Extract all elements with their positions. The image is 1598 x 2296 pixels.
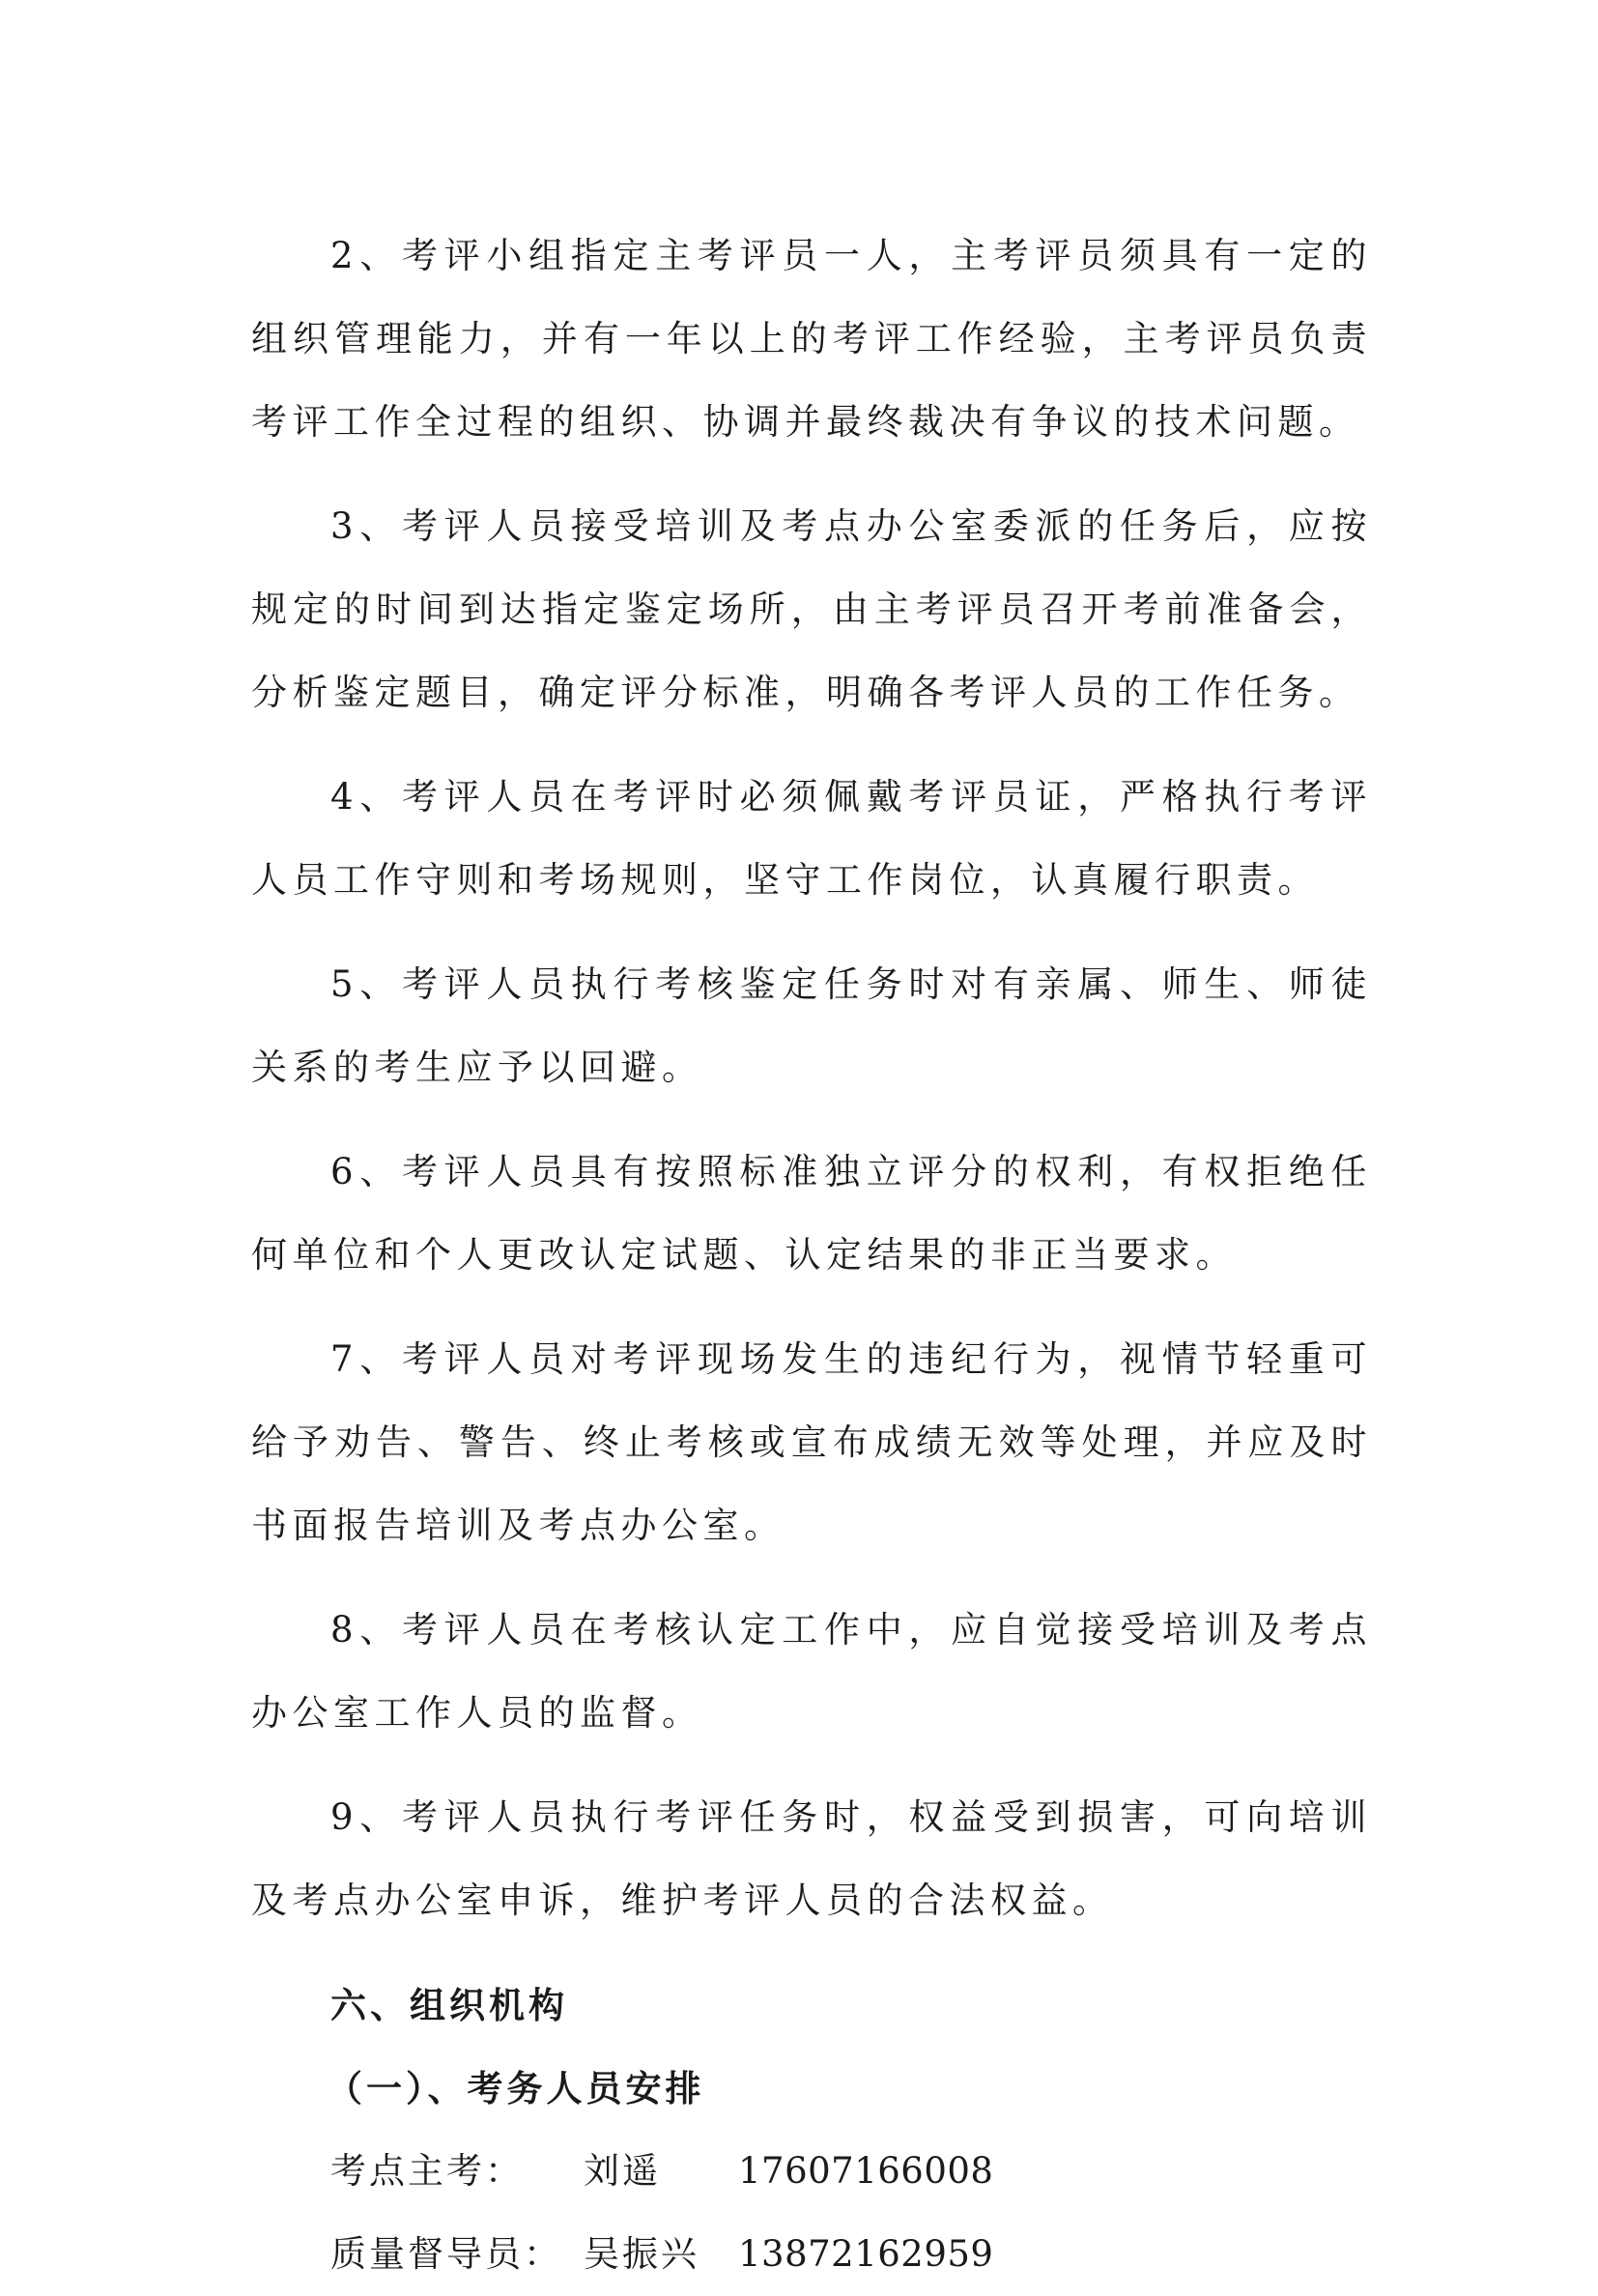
document-page xyxy=(251,215,1372,2296)
staff-row-quality-supervisor xyxy=(330,2213,1372,2296)
paragraph-2: 2、考评小组指定主考评员一人，主考评员须具有一定的组织管理能力，并有一年以上的考评工作经验，主考评员负责考评工作全过程的组织、协调并最终裁决有争议的技术问题。 xyxy=(251,235,1372,443)
staff-role: 考点主考： xyxy=(330,2150,524,2192)
staff-name: 吴振兴 xyxy=(584,2233,699,2275)
paragraph-9: 9、考评人员执行考评任务时，权益受到损害，可向培训及考点办公室申诉，维护考评人员的合法权益。 xyxy=(251,1796,1372,1921)
paragraph-5: 5、考评人员执行考核鉴定任务时对有亲属、师生、师徒关系的考生应予以回避。 xyxy=(251,963,1372,1088)
paragraph-6: 6、考评人员具有按照标准独立评分的权利，有权拒绝任何单位和个人更改认定试题、认定结果的非正当要求。 xyxy=(251,1151,1372,1276)
paragraph-4: 4、考评人员在考评时必须佩戴考评员证，严格执行考评人员工作守则和考场规则，坚守工作岗位，认真履行职责。 xyxy=(251,776,1372,901)
staff-phone: 13872162959 xyxy=(738,2233,994,2275)
staff-name: 刘遥 xyxy=(584,2150,661,2192)
staff-phone: 17607166008 xyxy=(738,2150,994,2192)
paragraph-3: 3、考评人员接受培训及考点办公室委派的任务后，应按规定的时间到达指定鉴定场所，由主考评员召开考前准备会，分析鉴定题目，确定评分标准，明确各考评人员的工作任务。 xyxy=(251,505,1372,713)
section-heading: 六、组织机构 xyxy=(330,1984,568,2026)
paragraph-8: 8、考评人员在考核认定工作中，应自觉接受培训及考点办公室工作人员的监督。 xyxy=(251,1609,1372,1734)
section-subheading: （一）、考务人员安排 xyxy=(327,2067,705,2109)
paragraph-7: 7、考评人员对考评现场发生的违纪行为，视情节轻重可给予劝告、警告、终止考核或宣布成绩无效等处理，并应及时书面报告培训及考点办公室。 xyxy=(251,1338,1372,1546)
staff-row-chief-examiner xyxy=(330,2130,1372,2213)
staff-role: 质量督导员： xyxy=(330,2233,562,2275)
